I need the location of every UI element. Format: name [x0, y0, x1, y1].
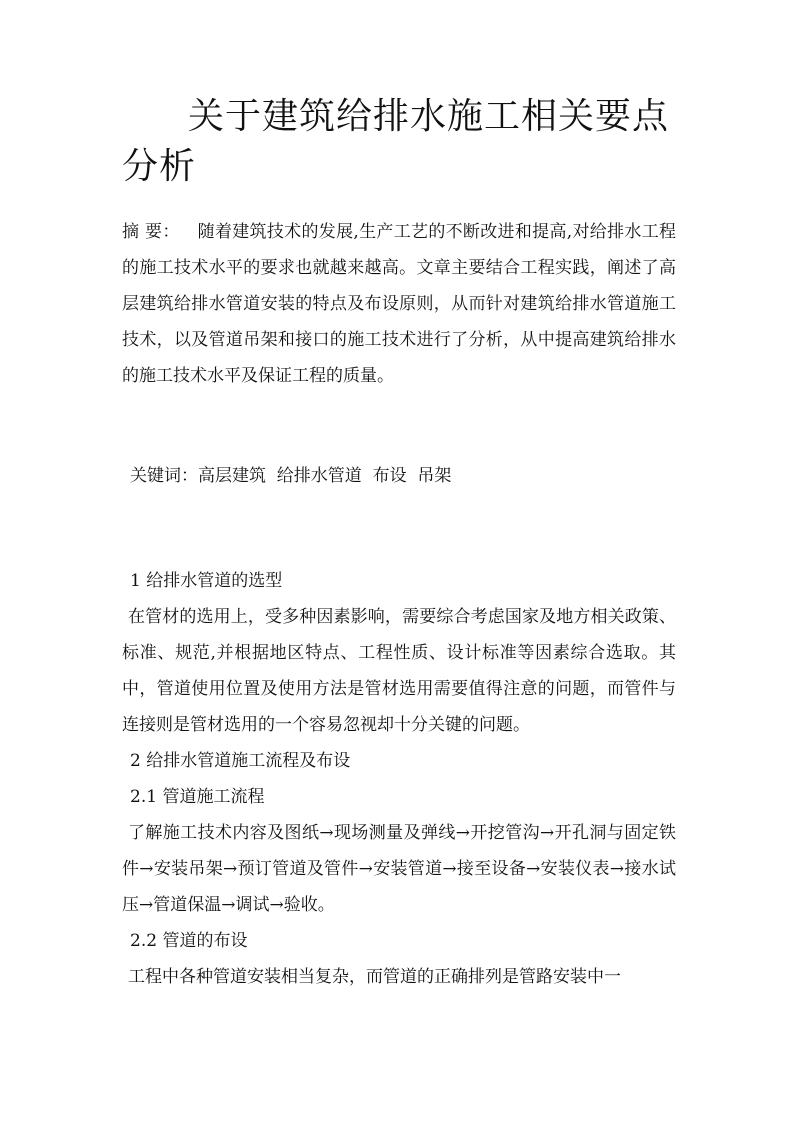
- section-paragraph-2-1: 了解施工技术内容及图纸→现场测量及弹线→开挖管沟→开孔洞与固定铁件→安装吊架→预订管道及管件→安装管道→接至设备→安装仪表→接水试压→管道保温→调试→验收。: [122, 823, 676, 915]
- abstract-label: 摘 要：: [122, 222, 180, 242]
- section-heading-2: 2 给排水管道施工流程及布设: [130, 751, 351, 771]
- section-heading-2-1: 2.1 管道施工流程: [130, 787, 265, 807]
- document-title: 关于建筑给排水施工相关要点分析: [122, 96, 670, 187]
- section-heading-1: 1 给排水管道的选型: [130, 571, 283, 591]
- abstract-text: 随着建筑技术的发展,生产工艺的不断改进和提高,对给排水工程的施工技术水平的要求也就越来越高。文章主要结合工程实践，阐述了高层建筑给排水管道安装的特点及布设原则，从而针对建筑给排水管道施工技术，以及管道吊架和接口的施工技术进行了分析，从中提高建筑给排水的施工技术水平及保证工程的质量。: [122, 222, 677, 386]
- keywords-label: 关键词：: [130, 466, 198, 486]
- section-heading-2-2: 2.2 管道的布设: [130, 931, 248, 951]
- keywords-text: 高层建筑 给排水管道 布设 吊架: [198, 466, 452, 486]
- section-paragraph-2-2: 工程中各种管道安装相当复杂，而管道的正确排列是管路安装中一: [128, 967, 621, 987]
- document-body: [122, 563, 676, 995]
- keywords: [130, 461, 451, 491]
- abstract: [122, 214, 676, 394]
- section-paragraph-1: 在管材的选用上，受多种因素影响，需要综合考虑国家及地方相关政策、标准、规范,并根据地区特点、工程性质、设计标准等因素综合选取。其中，管道使用位置及使用方法是管材选用需要值得注意的问题，而管件与连接则是管材选用的一个容易忽视却十分关键的问题。: [122, 607, 676, 735]
